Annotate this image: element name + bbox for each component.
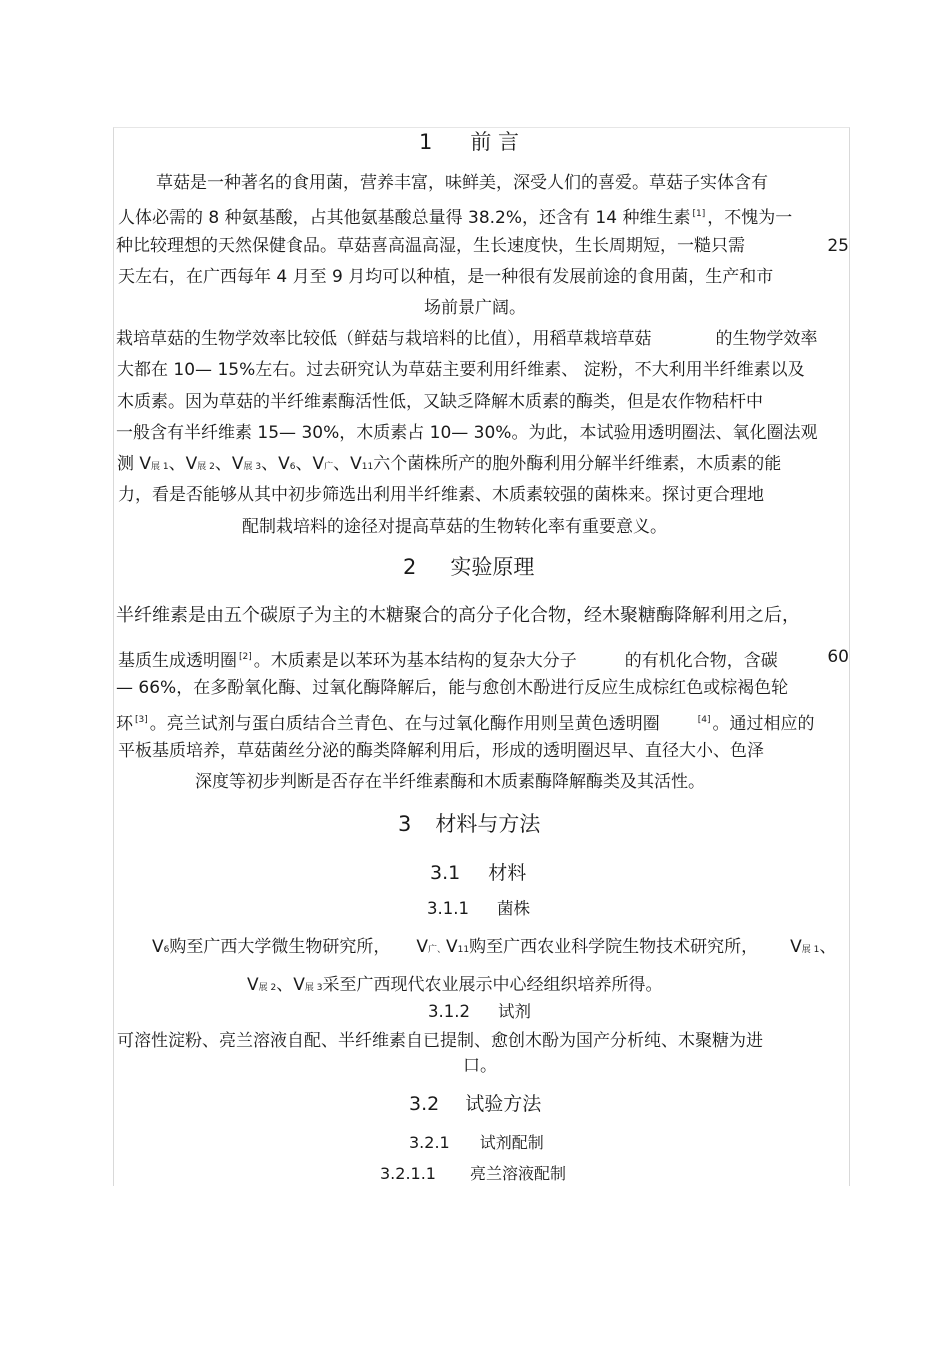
intro-line-5: 场前景广阔。 [424,298,526,318]
section-1-heading: 1 前 言 [419,130,520,154]
section-3-2-1-heading: 3.2.1 试剂配制 [409,1133,544,1152]
intro-line-12: 配制栽培料的途径对提高草菇的生物转化率有重要意义。 [242,517,667,537]
principle-line-5: 平板基质培养，草菇菌丝分泌的酶类降解利用后，形成的透明圈迟早、直径大小、色泽 [118,741,764,761]
section-2-heading: 2 实验原理 [403,555,535,579]
intro-line-2: 人体必需的 8 种氨基酸，占其他氨基酸总量得 38.2%，还含有 14 种维生素 [1] ，不愧为一 [118,208,793,228]
intro-line-7: 大都在 10— 15%左右。过去研究认为草菇主要利用纤维素、 淀粉，不大利用半纤维素以及 [117,360,805,380]
principle-line-1: 半纤维素是由五个碳原子为主的木糖聚合的高分子化合物，经木聚糖酶降解利用之后， [116,605,800,626]
principle-line-3: — 66%，在多酚氧化酶、过氧化酶降解后，能与愈创木酚进行反应生成棕红色或棕褐色轮 [116,678,789,698]
principle-line-6: 深度等初步判断是否存在半纤维素酶和木质素酶降解酶类及其活性。 [195,772,705,792]
section-3-1-2-heading: 3.1.2 试剂 [428,1002,531,1021]
intro-line-3: 种比较理想的天然保健食品。草菇喜高温高湿，生长速度快，生长周期短，一糙只需 25 [116,236,849,256]
strains-line-2: V展 2、V展 3采至广西现代农业展示中心经组织培养所得。 [247,975,663,995]
reagents-line-2: 口。 [463,1056,497,1076]
intro-line-6: 栽培草菇的生物学效率比较低（鲜菇与栽培料的比值），用稻草栽培草菇 的生物学效率 [116,329,818,349]
section-3-1-heading: 3.1 材料 [430,862,527,884]
section-3-heading: 3 材料与方法 [398,812,541,836]
principle-line-2: 基质生成透明圈 [2] 。木质素是以苯环为基本结构的复杂大分子 的有机化合物，含碳 60 [118,647,849,671]
principle-line-4: 环 [3] 。亮兰试剂与蛋白质结合兰青色、在与过氧化酶作用则呈黄色透明圈 [4] 。通过相应的 [116,714,815,734]
intro-line-10: 测 V展 1、V展 2、V展 3、V6、V广、V11六个菌株所产的胞外酶利用分解半纤维素，木质素的能 [117,454,782,474]
intro-line-11: 力，看是否能够从其中初步筛选出利用半纤维素、木质素较强的菌株来。探讨更合理地 [118,485,764,505]
intro-line-4: 天左右，在广西每年 4 月至 9 月均可以种植，是一种很有发展前途的食用菌，生产和市 [118,267,774,287]
intro-line-1: 草菇是一种著名的食用菌，营养丰富，味鲜美，深受人们的喜爱。草菇子实体含有 [156,173,768,193]
section-3-1-1-heading: 3.1.1 菌株 [427,899,530,918]
reagents-line-1: 可溶性淀粉、亮兰溶液自配、半纤维素自已提制、愈创木酚为国产分析纯、木聚糖为进 [117,1031,763,1051]
section-3-2-1-1-heading: 3.2.1.1 亮兰溶液配制 [380,1164,566,1183]
section-3-2-heading: 3.2 试验方法 [409,1093,542,1115]
strains-line-1: V6购至广西大学微生物研究所， V广、V11购至广西农业科学院生物技术研究所， V展 1、 [152,937,837,957]
intro-line-9: 一般含有半纤维素 15— 30%，木质素占 10— 30%。为此，本试验用透明圈法、氧化圈法观 [116,423,818,443]
intro-line-8: 木质素。因为草菇的半纤维素酶活性低，又缺乏降解木质素的酶类，但是农作物秸杆中 [117,392,763,412]
